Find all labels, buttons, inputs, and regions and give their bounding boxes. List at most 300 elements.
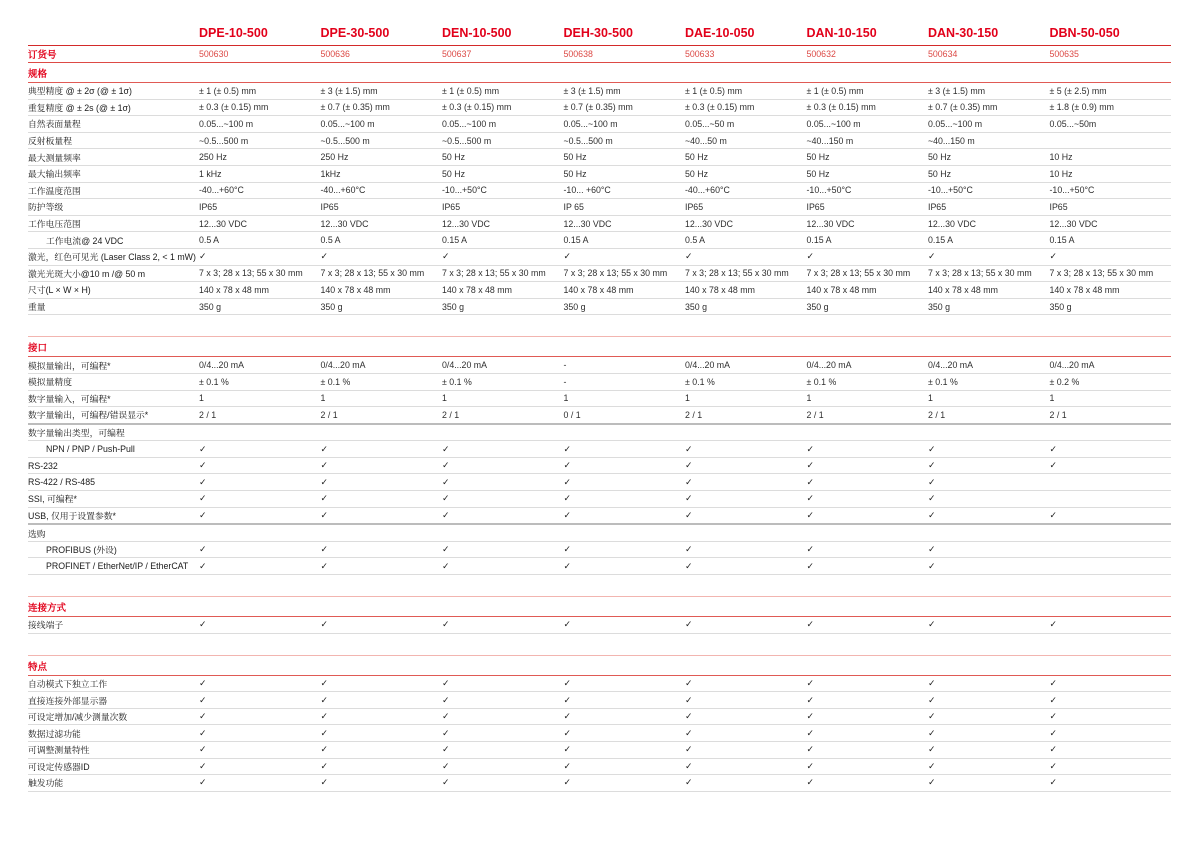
cell-value: 350 g [928, 301, 951, 312]
check-icon: ✓ [320, 677, 329, 688]
cell-value: ± 3 (± 1.5) mm [320, 85, 378, 96]
table-row [28, 199, 1171, 216]
cell-value: 350 g [442, 301, 465, 312]
cell-value: - [563, 376, 567, 387]
cell-value: -10... +60°C [563, 185, 611, 196]
cell-value: 1 [806, 393, 812, 404]
table-row [28, 474, 1171, 491]
table-row [28, 83, 1171, 100]
cell-value: 1kHz [320, 168, 341, 179]
table-row [28, 357, 1171, 374]
table-row [28, 759, 1171, 776]
check-icon: ✓ [806, 711, 815, 722]
check-icon: ✓ [685, 460, 693, 471]
row-label: 触发功能 [28, 778, 64, 789]
check-icon: ✓ [199, 727, 207, 738]
row-label: 数据过滤功能 [28, 728, 81, 739]
order-number-value-3: 500637 [442, 49, 472, 59]
row-label: 可调整测量特性 [28, 745, 90, 756]
model-name-7: DAN-30-150 [928, 26, 999, 40]
cell-value: 0.05...~100 m [806, 118, 861, 129]
check-icon: ✓ [563, 509, 572, 520]
check-icon: ✓ [1049, 760, 1058, 771]
check-icon: ✓ [563, 251, 572, 262]
check-icon: ✓ [806, 560, 815, 571]
check-icon: ✓ [199, 711, 207, 722]
check-icon: ✓ [685, 493, 693, 504]
row-label: PROFIBUS (外设) [46, 545, 117, 556]
check-icon: ✓ [442, 760, 450, 771]
cell-value: 1 [442, 393, 447, 404]
cell-value: 1 [685, 393, 690, 404]
cell-value: 140 x 78 x 48 mm [928, 284, 998, 295]
table-row [28, 183, 1171, 200]
row-label: NPN / PNP / Push-Pull [46, 444, 135, 455]
check-icon: ✓ [442, 619, 450, 630]
row-label: 工作电压范围 [28, 219, 81, 230]
cell-value: ± 0.7 (± 0.35) mm [563, 102, 633, 113]
cell-value: 0/4...20 mA [1049, 360, 1095, 371]
order-number-value-7: 500634 [928, 49, 958, 59]
section-title: 特点 [28, 656, 1171, 676]
table-row [28, 742, 1171, 759]
table-row [28, 266, 1171, 283]
cell-value: ~0.5...500 m [563, 135, 613, 146]
check-icon: ✓ [1049, 777, 1058, 788]
cell-value: 0/4...20 mA [928, 360, 973, 371]
cell-value: 0.5 A [199, 235, 220, 246]
cell-value: 7 x 3; 28 x 13; 55 x 30 mm [806, 268, 911, 279]
cell-value: 350 g [320, 301, 343, 312]
section-1 [28, 63, 1171, 315]
row-label: 模拟量输出，可编程* [28, 360, 111, 371]
cell-value: 7 x 3; 28 x 13; 55 x 30 mm [563, 268, 668, 279]
cell-value: 10 Hz [1049, 168, 1073, 179]
section-3 [28, 596, 1171, 634]
table-row [28, 692, 1171, 709]
cell-value: 0.05...~100 m [928, 118, 983, 129]
check-icon: ✓ [563, 544, 572, 555]
cell-value: 7 x 3; 28 x 13; 55 x 30 mm [442, 268, 546, 279]
table-row [28, 299, 1171, 316]
cell-value: 0.15 A [806, 235, 832, 246]
table-row [28, 116, 1171, 133]
row-label: 典型精度 @ ± 2σ (@ ± 1σ) [28, 86, 132, 97]
model-name-4: DEH-30-500 [563, 26, 633, 40]
table-row [28, 458, 1171, 475]
cell-value: 0/4...20 mA [442, 360, 487, 371]
cell-value: 2 / 1 [442, 409, 460, 420]
cell-value: 1 [320, 393, 326, 404]
check-icon: ✓ [685, 251, 693, 262]
check-icon: ✓ [806, 443, 815, 454]
cell-value: 2 / 1 [1049, 409, 1067, 420]
check-icon: ✓ [199, 677, 207, 688]
order-number-value-6: 500632 [806, 49, 836, 59]
check-icon: ✓ [320, 443, 329, 454]
check-icon: ✓ [199, 251, 207, 262]
table-row [28, 491, 1171, 508]
cell-value: 2 / 1 [685, 409, 703, 420]
model-name-2: DPE-30-500 [320, 26, 390, 40]
row-label: 反射板量程 [28, 136, 72, 147]
order-number-value-5: 500633 [685, 49, 715, 59]
cell-value: ± 3 (± 1.5) mm [928, 85, 986, 96]
check-icon: ✓ [928, 711, 936, 722]
cell-value: IP65 [442, 201, 461, 212]
check-icon: ✓ [928, 443, 936, 454]
check-icon: ✓ [928, 476, 936, 487]
check-icon: ✓ [806, 727, 815, 738]
check-icon: ✓ [806, 760, 815, 771]
cell-value: 0.05...~100 m [563, 118, 618, 129]
cell-value: 250 Hz [320, 152, 349, 163]
cell-value: 0.15 A [442, 235, 467, 246]
table-row [28, 407, 1171, 425]
check-icon: ✓ [1049, 443, 1058, 454]
cell-value: 0.05...~50 m [685, 118, 735, 129]
check-icon: ✓ [442, 509, 450, 520]
cell-value: ± 0.1 % [806, 376, 837, 387]
check-icon: ✓ [199, 476, 207, 487]
check-icon: ✓ [685, 760, 693, 771]
cell-value: ~40...150 m [928, 135, 975, 146]
check-icon: ✓ [563, 460, 572, 471]
check-icon: ✓ [199, 544, 207, 555]
check-icon: ✓ [320, 560, 329, 571]
check-icon: ✓ [806, 544, 815, 555]
cell-value: ± 3 (± 1.5) mm [563, 85, 621, 96]
table-row [28, 166, 1171, 183]
section-title: 接口 [28, 337, 1171, 357]
check-icon: ✓ [928, 544, 936, 555]
check-icon: ✓ [199, 744, 207, 755]
row-label: 可设定传感器ID [28, 761, 90, 772]
cell-value: 12...30 VDC [806, 218, 855, 229]
table-row [28, 425, 1171, 442]
check-icon: ✓ [1049, 677, 1058, 688]
cell-value: ~40...50 m [685, 135, 727, 146]
section-title: 规格 [28, 63, 1171, 83]
section-4 [28, 655, 1171, 792]
check-icon: ✓ [928, 560, 936, 571]
table-row [28, 216, 1171, 233]
table-row [28, 441, 1171, 458]
cell-value: 7 x 3; 28 x 13; 55 x 30 mm [320, 268, 425, 279]
table-row [28, 525, 1171, 542]
cell-value: 350 g [806, 301, 829, 312]
model-header-row [28, 26, 1171, 46]
cell-value: 50 Hz [563, 168, 587, 179]
table-row [28, 133, 1171, 150]
cell-value: 250 Hz [199, 152, 227, 163]
cell-value: ± 0.7 (± 0.35) mm [928, 102, 998, 113]
cell-value: -10...+50°C [806, 185, 852, 196]
cell-value: ± 0.1 % [442, 376, 472, 387]
check-icon: ✓ [442, 777, 450, 788]
cell-value: 0.15 A [563, 235, 589, 246]
cell-value: 140 x 78 x 48 mm [1049, 284, 1120, 295]
order-number-value-4: 500638 [563, 49, 593, 59]
row-label: 激光光斑大小@10 m /@ 50 m [28, 268, 146, 279]
cell-value: 10 Hz [1049, 152, 1073, 163]
order-number-value-8: 500635 [1049, 49, 1079, 59]
cell-value: 12...30 VDC [442, 218, 490, 229]
cell-value: ± 0.1 % [320, 376, 351, 387]
section-2 [28, 336, 1171, 575]
row-label: 重量 [28, 302, 46, 313]
order-number-row [28, 46, 1171, 63]
model-name-1: DPE-10-500 [199, 26, 268, 40]
check-icon: ✓ [685, 544, 693, 555]
cell-value: ~0.5...500 m [442, 135, 492, 146]
cell-value: ~40...150 m [806, 135, 854, 146]
cell-value: IP65 [199, 201, 218, 212]
cell-value: ~0.5...500 m [320, 135, 370, 146]
cell-value: IP65 [1049, 201, 1068, 212]
cell-value: IP65 [320, 201, 339, 212]
cell-value: 50 Hz [442, 168, 465, 179]
check-icon: ✓ [442, 560, 450, 571]
cell-value: 2 / 1 [199, 409, 217, 420]
check-icon: ✓ [199, 509, 207, 520]
check-icon: ✓ [442, 694, 450, 705]
check-icon: ✓ [563, 443, 572, 454]
check-icon: ✓ [685, 619, 693, 630]
check-icon: ✓ [1049, 727, 1058, 738]
cell-value: 140 x 78 x 48 mm [199, 284, 269, 295]
cell-value: 50 Hz [685, 168, 708, 179]
table-row [28, 249, 1171, 266]
cell-value: IP65 [806, 201, 825, 212]
table-row [28, 558, 1171, 575]
check-icon: ✓ [563, 677, 572, 688]
check-icon: ✓ [685, 727, 693, 738]
cell-value: 50 Hz [563, 152, 587, 163]
cell-value: -40...+60°C [320, 185, 366, 196]
check-icon: ✓ [199, 694, 207, 705]
cell-value: 1 [199, 393, 204, 404]
cell-value: ± 1 (± 0.5) mm [199, 85, 257, 96]
check-icon: ✓ [442, 544, 450, 555]
cell-value: 350 g [1049, 301, 1072, 312]
table-row [28, 775, 1171, 792]
cell-value: 50 Hz [928, 152, 951, 163]
cell-value: ± 0.3 (± 0.15) mm [442, 102, 512, 113]
check-icon: ✓ [320, 619, 329, 630]
cell-value: 0.05...~100 m [199, 118, 254, 129]
row-label: 数字量输出类型，可编程 [28, 427, 125, 438]
cell-value: ± 5 (± 2.5) mm [1049, 85, 1107, 96]
cell-value: 7 x 3; 28 x 13; 55 x 30 mm [1049, 268, 1154, 279]
cell-value: 0.15 A [1049, 235, 1075, 246]
check-icon: ✓ [199, 560, 207, 571]
check-icon: ✓ [442, 460, 450, 471]
row-label: 重复精度 @ ± 2s (@ ± 1σ) [28, 102, 131, 113]
row-label: 最大输出频率 [28, 169, 81, 180]
row-label: USB, 仅用于设置参数* [28, 510, 116, 521]
check-icon: ✓ [563, 560, 572, 571]
check-icon: ✓ [442, 727, 450, 738]
check-icon: ✓ [320, 544, 329, 555]
check-icon: ✓ [1049, 711, 1058, 722]
check-icon: ✓ [806, 509, 815, 520]
row-label: 自然表面量程 [28, 119, 81, 130]
check-icon: ✓ [928, 460, 936, 471]
cell-value: ± 0.3 (± 0.15) mm [806, 102, 876, 113]
product-spec-table [28, 26, 1171, 792]
model-name-3: DEN-10-500 [442, 26, 512, 40]
table-row [28, 508, 1171, 526]
check-icon: ✓ [685, 476, 693, 487]
check-icon: ✓ [563, 619, 572, 630]
cell-value: 12...30 VDC [928, 218, 976, 229]
cell-value: ± 0.1 % [199, 376, 229, 387]
cell-value: IP 65 [563, 201, 584, 212]
check-icon: ✓ [806, 677, 815, 688]
check-icon: ✓ [320, 711, 329, 722]
check-icon: ✓ [685, 677, 693, 688]
check-icon: ✓ [199, 443, 207, 454]
row-label: 数字量输入，可编程* [28, 393, 111, 404]
table-row [28, 282, 1171, 299]
check-icon: ✓ [563, 777, 572, 788]
check-icon: ✓ [928, 760, 936, 771]
check-icon: ✓ [685, 777, 693, 788]
check-icon: ✓ [928, 727, 936, 738]
check-icon: ✓ [928, 744, 936, 755]
cell-value: ± 0.3 (± 0.15) mm [685, 102, 755, 113]
check-icon: ✓ [199, 760, 207, 771]
check-icon: ✓ [563, 727, 572, 738]
cell-value: -40...+60°C [199, 185, 244, 196]
row-label: 直接连接外部显示器 [28, 695, 108, 706]
check-icon: ✓ [928, 493, 936, 504]
cell-value: 0.05...~100 m [442, 118, 497, 129]
check-icon: ✓ [320, 694, 329, 705]
cell-value: -10...+50°C [928, 185, 973, 196]
check-icon: ✓ [685, 711, 693, 722]
cell-value: ± 0.1 % [928, 376, 958, 387]
check-icon: ✓ [806, 476, 815, 487]
check-icon: ✓ [442, 251, 450, 262]
cell-value: 12...30 VDC [199, 218, 247, 229]
model-name-5: DAE-10-050 [685, 26, 755, 40]
cell-value: - [563, 360, 567, 371]
check-icon: ✓ [442, 744, 450, 755]
section-title: 连接方式 [28, 597, 1171, 617]
cell-value: 0.5 A [685, 235, 706, 246]
order-number-value-2: 500636 [320, 49, 350, 59]
row-label: 最大测量频率 [28, 152, 81, 163]
cell-value: 2 / 1 [320, 409, 338, 420]
check-icon: ✓ [320, 509, 329, 520]
check-icon: ✓ [1049, 251, 1058, 262]
cell-value: 0.15 A [928, 235, 953, 246]
cell-value: 12...30 VDC [320, 218, 369, 229]
check-icon: ✓ [685, 560, 693, 571]
check-icon: ✓ [563, 760, 572, 771]
check-icon: ✓ [320, 460, 329, 471]
check-icon: ✓ [320, 760, 329, 771]
row-label: RS-232 [28, 460, 58, 471]
check-icon: ✓ [928, 619, 936, 630]
table-row [28, 725, 1171, 742]
check-icon: ✓ [320, 493, 329, 504]
cell-value: ± 1 (± 0.5) mm [442, 85, 500, 96]
check-icon: ✓ [1049, 619, 1058, 630]
check-icon: ✓ [806, 493, 815, 504]
check-icon: ✓ [685, 509, 693, 520]
cell-value: ± 0.3 (± 0.15) mm [199, 102, 269, 113]
order-number-label: 订货号 [28, 50, 57, 61]
cell-value: ± 0.7 (± 0.35) mm [320, 102, 390, 113]
order-number-value-1: 500630 [199, 49, 229, 59]
cell-value: 0/4...20 mA [806, 360, 852, 371]
cell-value: -40...+60°C [685, 185, 730, 196]
check-icon: ✓ [928, 677, 936, 688]
check-icon: ✓ [1049, 694, 1058, 705]
check-icon: ✓ [199, 460, 207, 471]
check-icon: ✓ [442, 711, 450, 722]
row-label: 数字量输出，可编程/错误显示* [28, 410, 149, 421]
cell-value: ± 1 (± 0.5) mm [685, 85, 743, 96]
row-label: 模拟量精度 [28, 377, 72, 388]
cell-value: 0.05...~100 m [320, 118, 375, 129]
cell-value: 350 g [199, 301, 222, 312]
cell-value: 1 [563, 393, 569, 404]
row-label: PROFINET / EtherNet/IP / EtherCAT [46, 561, 189, 572]
check-icon: ✓ [563, 711, 572, 722]
model-name-6: DAN-10-150 [806, 26, 877, 40]
table-row [28, 374, 1171, 391]
cell-value: ± 0.2 % [1049, 376, 1080, 387]
row-label: 激光，红色可见光 (Laser Class 2, < 1 mW) [28, 252, 196, 263]
cell-value: 7 x 3; 28 x 13; 55 x 30 mm [928, 268, 1032, 279]
cell-value: ± 1 (± 0.5) mm [806, 85, 864, 96]
check-icon: ✓ [685, 744, 693, 755]
check-icon: ✓ [320, 744, 329, 755]
cell-value: 0.5 A [320, 235, 341, 246]
check-icon: ✓ [442, 476, 450, 487]
check-icon: ✓ [806, 744, 815, 755]
check-icon: ✓ [928, 777, 936, 788]
cell-value: 140 x 78 x 48 mm [563, 284, 634, 295]
model-name-8: DBN-50-050 [1049, 26, 1120, 40]
cell-value: 50 Hz [928, 168, 951, 179]
row-label: 可设定增加/减少测量次数 [28, 712, 128, 723]
cell-value: 0.05...~50m [1049, 118, 1097, 129]
check-icon: ✓ [199, 619, 207, 630]
cell-value: 50 Hz [806, 168, 830, 179]
cell-value: -10...+50°C [442, 185, 487, 196]
row-label: 工作温度范围 [28, 185, 81, 196]
check-icon: ✓ [685, 443, 693, 454]
row-label: 接线端子 [28, 620, 64, 631]
cell-value: ± 1.8 (± 0.9) mm [1049, 102, 1114, 113]
cell-value: 7 x 3; 28 x 13; 55 x 30 mm [685, 268, 789, 279]
cell-value: 350 g [563, 301, 586, 312]
check-icon: ✓ [806, 251, 815, 262]
cell-value: IP65 [685, 201, 704, 212]
cell-value: 12...30 VDC [1049, 218, 1098, 229]
check-icon: ✓ [1049, 509, 1058, 520]
check-icon: ✓ [563, 476, 572, 487]
check-icon: ✓ [806, 694, 815, 705]
table-row [28, 709, 1171, 726]
check-icon: ✓ [806, 777, 815, 788]
table-row [28, 100, 1171, 117]
